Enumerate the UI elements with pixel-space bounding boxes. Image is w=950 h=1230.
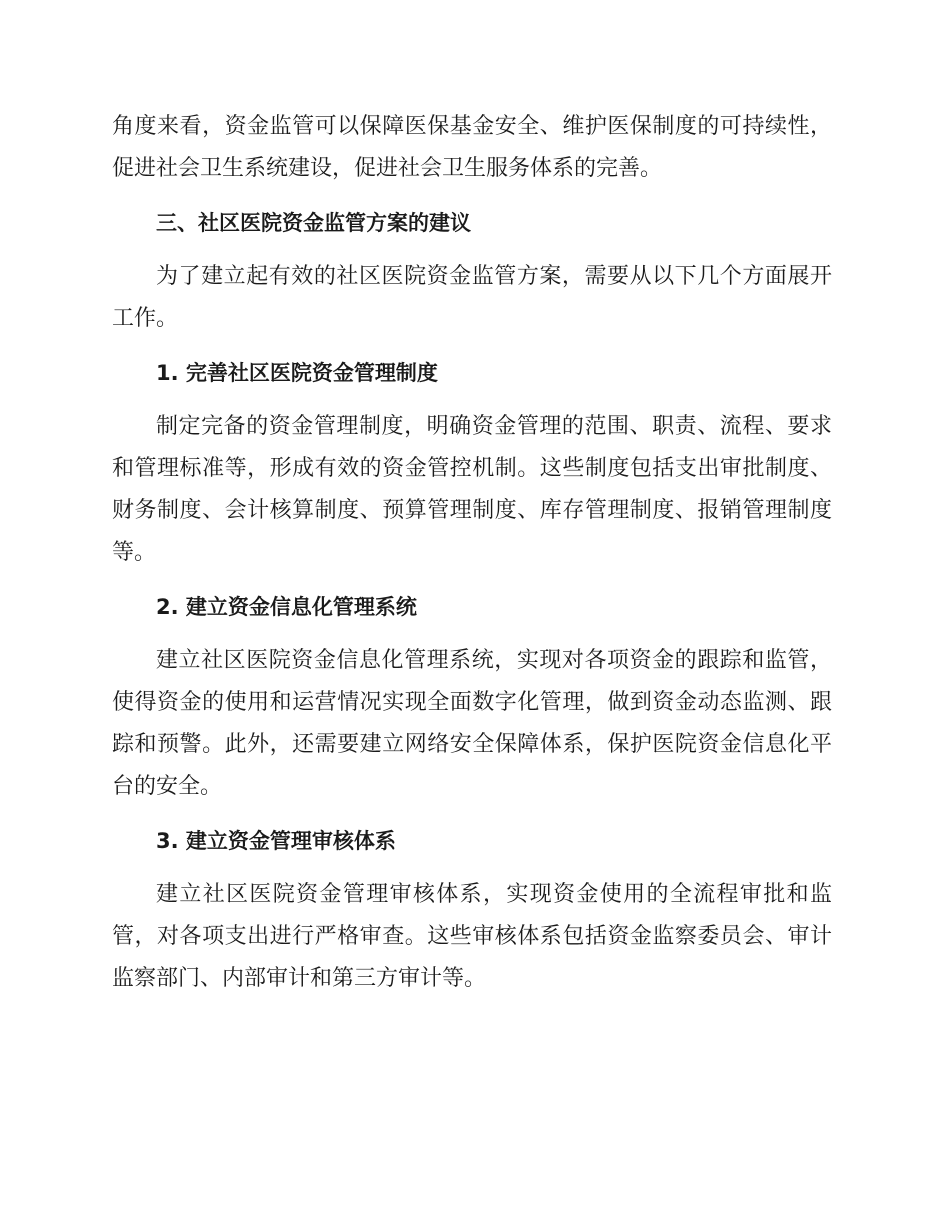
- subheading-3: 3. 建立资金管理审核体系: [156, 829, 396, 853]
- paragraph-2: 建立社区医院资金信息化管理系统，实现对各项资金的跟踪和监管，使得资金的使用和运营情况实现全面数字化管理，做到资金动态监测、跟踪和预警。此外，还需要建立网络安全保障体系，保护医院资金信息化平台的安全。: [112, 648, 832, 799]
- subheading-2: 2. 建立资金信息化管理系统: [156, 595, 417, 619]
- paragraph-1: 制定完备的资金管理制度，明确资金管理的范围、职责、流程、要求和管理标准等，形成有效的资金管控机制。这些制度包括支出审批制度、财务制度、会计核算制度、预算管理制度、库存管理制度、报销管理制度等。: [112, 414, 832, 565]
- section-heading-3: 三、社区医院资金监管方案的建议: [156, 211, 471, 235]
- paragraph-continued: 角度来看，资金监管可以保障医保基金安全、维护医保制度的可持续性，促进社会卫生系统建设，促进社会卫生服务体系的完善。: [112, 114, 832, 181]
- paragraph-3: 建立社区医院资金管理审核体系，实现资金使用的全流程审批和监管，对各项支出进行严格审查。这些审核体系包括资金监察委员会、审计监察部门、内部审计和第三方审计等。: [112, 882, 832, 991]
- document-body: [112, 106, 832, 1012]
- intro-paragraph: 为了建立起有效的社区医院资金监管方案，需要从以下几个方面展开工作。: [112, 264, 832, 331]
- subheading-1: 1. 完善社区医院资金管理制度: [156, 361, 438, 385]
